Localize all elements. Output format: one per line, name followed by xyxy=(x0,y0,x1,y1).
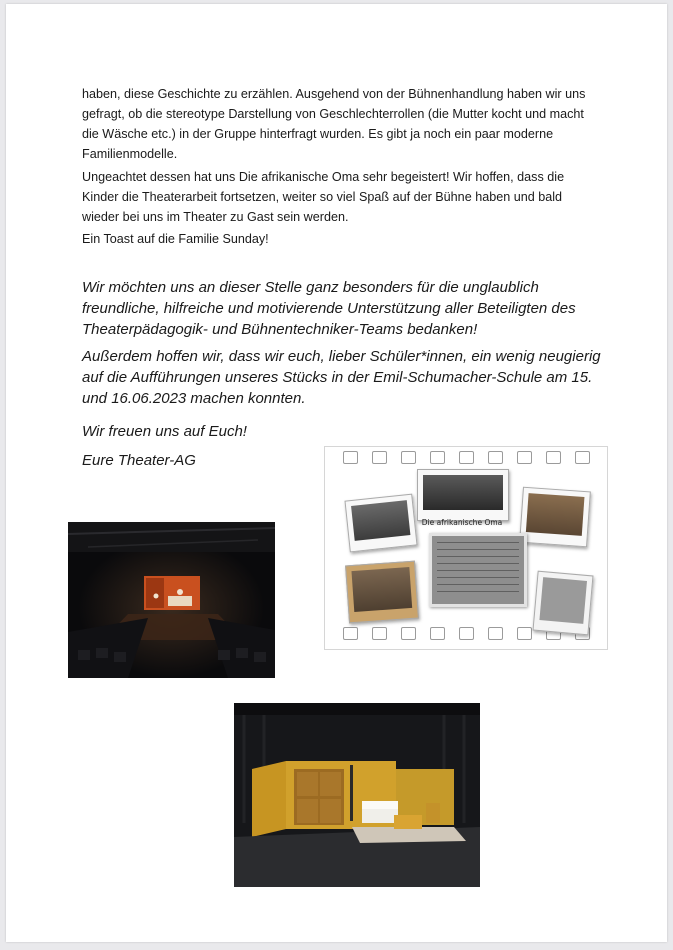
collage-text-note-1 xyxy=(429,533,527,607)
signature-line: Eure Theater-AG xyxy=(82,452,196,469)
collage-photo-1 xyxy=(344,494,417,553)
document-page xyxy=(6,4,667,942)
stage-photo-set xyxy=(234,703,480,887)
paragraph-1: haben, diese Geschichte zu erzählen. Ausgehend von der Bühnenhandlung haben wir uns gefragt, ob die stereotype Darstellung von Geschlechterrollen (die Mutter kocht und macht die Wäsche etc.) in der Gruppe hinterfragt wurden. Es gibt ja noch ein paar moderne Familienmodelle. xyxy=(82,87,586,161)
collage-photo-2 xyxy=(417,469,509,521)
stage-photo-set-art xyxy=(234,703,480,887)
stage-photo-dark-art xyxy=(68,522,275,678)
photo-collage xyxy=(324,446,608,650)
stage-photo-dark xyxy=(68,522,275,678)
film-strip-top xyxy=(325,451,607,469)
thanks-paragraph: Wir möchten uns an dieser Stelle ganz besonders für die unglaublich freundliche, hilfreiche und motivierende Unterstützung aller Beteiligten des Theaterpädagogik- und Bühnentechniker-Teams bedanken! xyxy=(82,279,576,338)
collage-photo-3 xyxy=(519,487,591,548)
paragraph-2: Ungeachtet dessen hat uns Die afrikanische Oma sehr begeistert! Wir hoffen, dass die Kinder die Theaterarbeit fortsetzen, weiter so viel Spaß auf der Bühne haben und bald wieder bei uns im Theater zu Gast sein werden. xyxy=(82,170,565,224)
collage-photo-4 xyxy=(345,561,419,624)
paragraph-3: Ein Toast auf die Familie Sunday! xyxy=(82,232,269,246)
closing-line: Wir freuen uns auf Euch! xyxy=(82,423,247,440)
collage-text-note-2 xyxy=(532,571,593,636)
collage-caption: Die afrikanische Oma xyxy=(421,518,503,527)
invitation-paragraph: Außerdem hoffen wir, dass wir euch, lieber Schüler*innen, ein wenig neugierig auf die Aufführungen unseres Stücks in der Emil-Schumacher-Schule am 15. und 16.06.2023 machen konnten. xyxy=(82,348,601,407)
